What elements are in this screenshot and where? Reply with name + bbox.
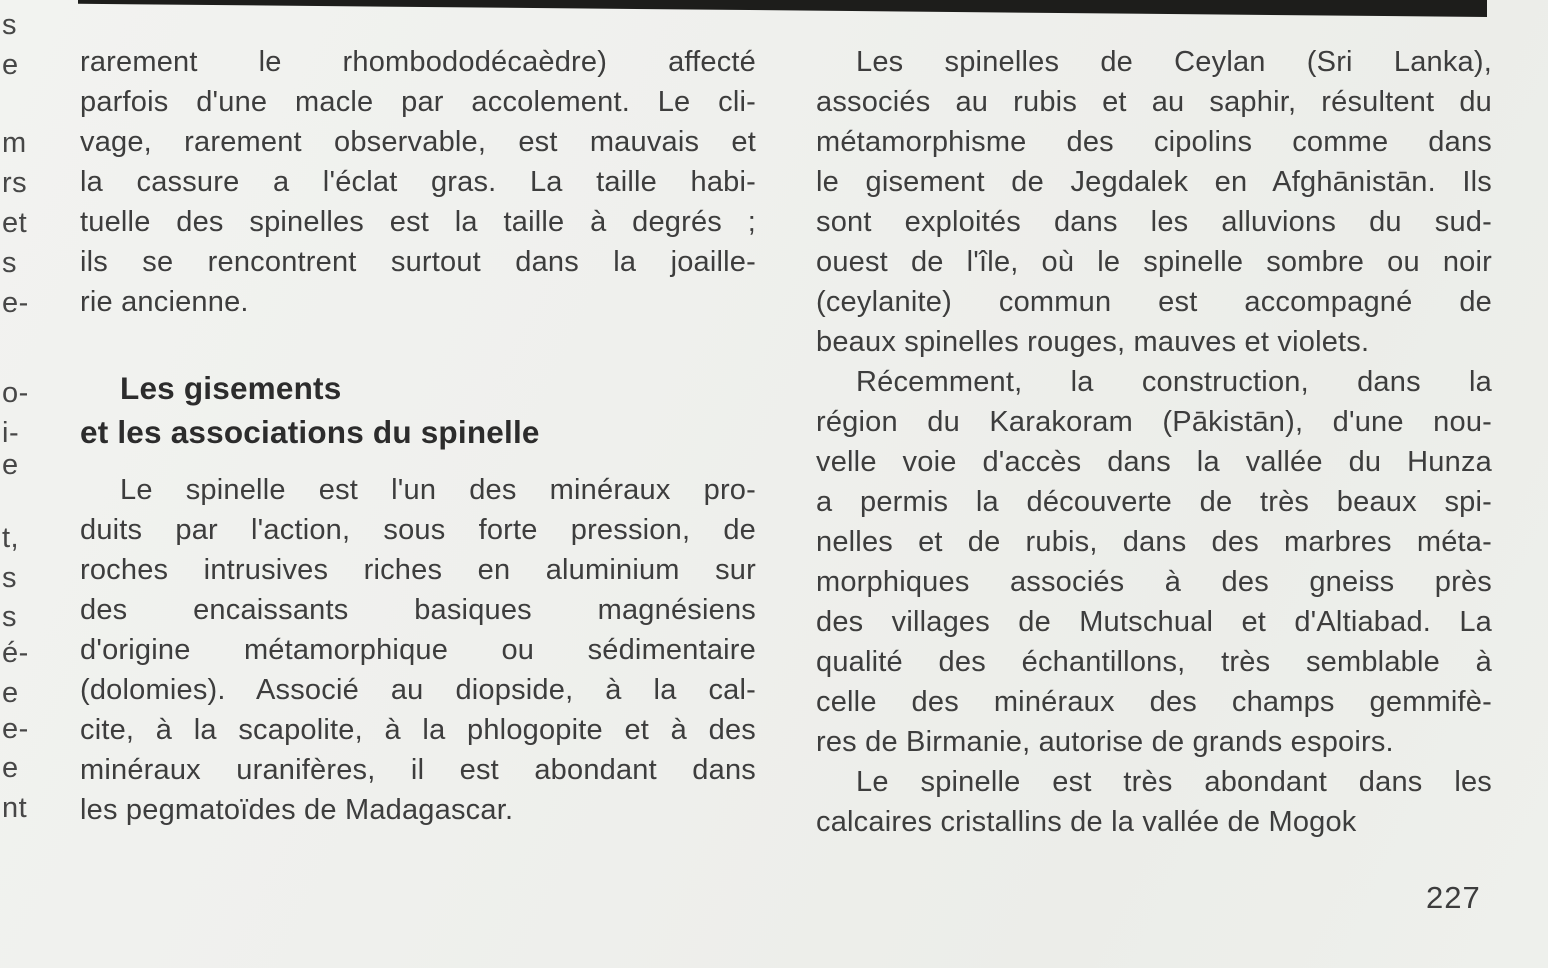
text-line: morphiques associés à des gneiss près [816,566,1492,598]
text-line: Le spinelle est très abondant dans les [856,766,1492,798]
previous-page-edge-text [0,0,62,968]
text-line: la cassure a l'éclat gras. La taille habi- [80,166,756,198]
text-line: a permis la découverte de très beaux spi- [816,486,1492,518]
text-line: rarement le rhombododécaèdre) affecté [80,46,756,78]
header-black-bar [78,0,1487,17]
edge-fragment: e- [2,713,29,745]
text-line: vage, rarement observable, est mauvais et [80,126,756,158]
edge-fragment: t, [2,522,20,554]
edge-fragment: nt [2,792,28,824]
text-line: associés au rubis et au saphir, résultent du [816,86,1492,118]
text-line: celle des minéraux des champs gemmifè- [816,686,1492,718]
text-line: ouest de l'île, où le spinelle sombre ou noir [816,246,1492,278]
text-line: des encaissants basiques magnésiens [80,594,756,626]
text-line: nelles et de rubis, dans des marbres méta- [816,526,1492,558]
text-line: roches intrusives riches en aluminium sur [80,554,756,586]
paragraph-deposits-intro [80,470,756,830]
edge-fragment: s [2,247,17,279]
text-line: beaux spinelles rouges, mauves et violets. [816,326,1370,358]
edge-fragment: é- [2,637,29,669]
edge-fragment: et [2,207,28,239]
text-line: d'origine métamorphique ou sédimentaire [80,634,756,666]
text-line: ils se rencontrent surtout dans la joaille- [80,246,756,278]
edge-fragment: rs [2,167,28,199]
edge-fragment: s [2,9,17,41]
text-line: Les gisements [120,370,342,406]
text-line: Les spinelles de Ceylan (Sri Lanka), [856,46,1492,78]
paragraph-ceylan-spinels [816,42,1492,362]
text-line: qualité des échantillons, très semblable à [816,646,1492,678]
text-line: parfois d'une macle par accolement. Le cli- [80,86,756,118]
text-line: Le spinelle est l'un des minéraux pro- [120,474,756,506]
section-heading [80,366,756,454]
text-line: minéraux uranifères, il est abondant dans [80,754,756,786]
edge-fragment: m [2,127,27,159]
edge-fragment: e [2,449,19,481]
text-line: sont exploités dans les alluvions du sud- [816,206,1492,238]
paragraph-crystal-habit [80,42,756,322]
text-line: (dolomies). Associé au diopside, à la cal- [80,674,756,706]
page-number: 227 [1426,880,1481,915]
text-line: des villages de Mutschual et d'Altiabad. La [816,606,1492,638]
text-line: et les associations du spinelle [80,414,540,450]
text-line: tuelle des spinelles est la taille à degrés ; [80,206,756,238]
text-line: velle voie d'accès dans la vallée du Hunza [816,446,1492,478]
edge-fragment: e [2,752,19,784]
paragraph-karakoram-discovery [816,362,1492,762]
edge-fragment: s [2,562,17,594]
text-line: res de Birmanie, autorise de grands espoirs. [816,726,1394,758]
text-line: calcaires cristallins de la vallée de Mogok [816,806,1357,838]
text-line: région du Karakoram (Pākistān), d'une nou- [816,406,1492,438]
text-line: duits par l'action, sous forte pression, de [80,514,756,546]
edge-fragment: e [2,49,19,81]
text-line: rie ancienne. [80,286,249,318]
text-line: (ceylanite) commun est accompagné de [816,286,1492,318]
edge-fragment: o- [2,377,29,409]
text-line: cite, à la scapolite, à la phlogopite et à des [80,714,756,746]
edge-fragment: i- [2,417,20,449]
edge-fragment: e [2,677,19,709]
text-line: le gisement de Jegdalek en Afghānistān. Ils [816,166,1492,198]
paragraph-mogok-valley [816,762,1492,842]
text-line: Récemment, la construction, dans la [856,366,1492,398]
text-line: les pegmatoïdes de Madagascar. [80,794,514,826]
edge-fragment: s [2,601,17,633]
text-line: métamorphisme des cipolins comme dans [816,126,1492,158]
edge-fragment: e- [2,287,29,319]
